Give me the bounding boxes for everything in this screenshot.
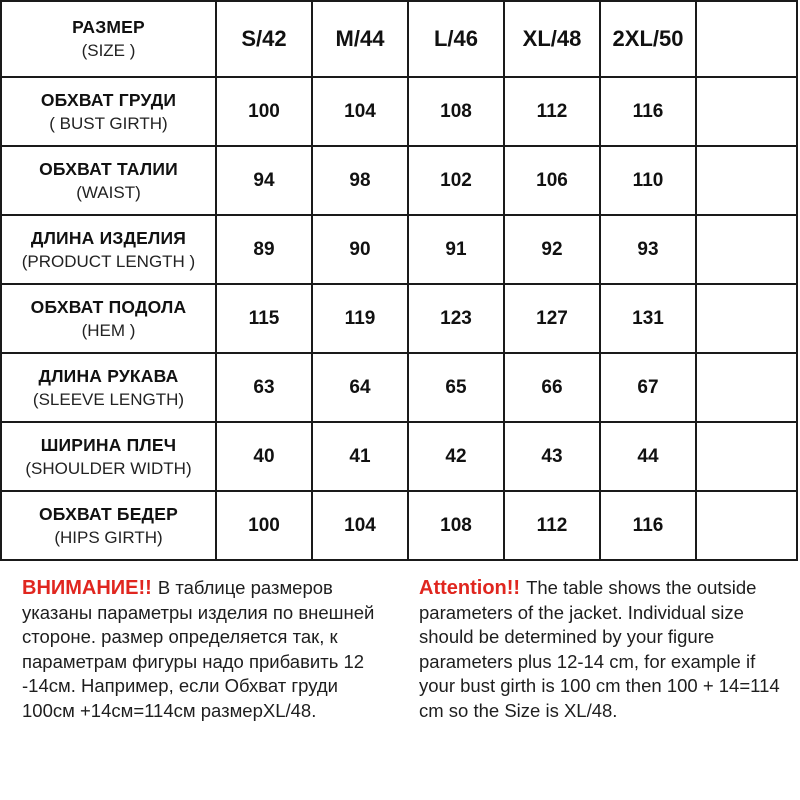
value-cell: 108 [408, 77, 504, 146]
row-label-en: (PRODUCT LENGTH ) [21, 251, 196, 271]
value-cell: 67 [600, 353, 696, 422]
note-english [419, 576, 789, 723]
size-header-cell-empty [696, 1, 797, 77]
value-cell: 92 [504, 215, 600, 284]
value-cell: 104 [312, 77, 408, 146]
value-cell: 108 [408, 491, 504, 560]
value-cell: 119 [312, 284, 408, 353]
note-ru-alert: ВНИМАНИЕ!! [22, 577, 152, 599]
size-header-cell: L/46 [408, 1, 504, 77]
value-cell: 40 [216, 422, 312, 491]
value-cell: 127 [504, 284, 600, 353]
value-cell: 100 [216, 491, 312, 560]
row-label-ru: ШИРИНА ПЛЕЧ [40, 434, 177, 455]
value-cell-empty [696, 284, 797, 353]
value-cell: 116 [600, 77, 696, 146]
row-label-en: (SLEEVE LENGTH) [32, 389, 185, 409]
notes-section [0, 576, 800, 800]
row-label-cell [1, 353, 216, 422]
size-header-cell: S/42 [216, 1, 312, 77]
row-label-cell [1, 422, 216, 491]
row-label-ru: ДЛИНА ИЗДЕЛИЯ [30, 227, 187, 248]
value-cell-empty [696, 146, 797, 215]
row-label-en: (HEM ) [81, 320, 136, 340]
row-label-ru: ОБХВАТ ГРУДИ [40, 89, 177, 110]
row-label-ru: ОБХВАТ ПОДОЛА [30, 296, 187, 317]
size-chart-body [1, 1, 797, 560]
header-label-ru: РАЗМЕР [72, 17, 145, 37]
table-row [1, 284, 797, 353]
value-cell-empty [696, 491, 797, 560]
value-cell: 102 [408, 146, 504, 215]
row-label-en: (HIPS GIRTH) [54, 527, 163, 547]
table-row [1, 491, 797, 560]
value-cell: 65 [408, 353, 504, 422]
value-cell: 41 [312, 422, 408, 491]
value-cell: 66 [504, 353, 600, 422]
table-row [1, 353, 797, 422]
table-row [1, 77, 797, 146]
value-cell: 44 [600, 422, 696, 491]
row-label-ru: ОБХВАТ ТАЛИИ [39, 158, 178, 179]
row-label-cell [1, 146, 216, 215]
value-cell: 115 [216, 284, 312, 353]
value-cell-empty [696, 215, 797, 284]
value-cell: 123 [408, 284, 504, 353]
value-cell: 100 [216, 77, 312, 146]
note-ru-text: В таблице размеров указаны параметры изделия по внешней стороне. размер определяется так, к параметрам фигуры надо прибавить 12 -14см. Например, если Обхват груди 100см +14см=114см размерXL/48. [22, 577, 375, 721]
value-cell: 116 [600, 491, 696, 560]
row-label-cell [1, 491, 216, 560]
note-en-alert: Attention!! [419, 577, 521, 599]
value-cell: 43 [504, 422, 600, 491]
row-label-cell [1, 215, 216, 284]
value-cell: 112 [504, 77, 600, 146]
row-label-cell [1, 77, 216, 146]
row-label-ru: ДЛИНА РУКАВА [38, 365, 179, 386]
value-cell: 131 [600, 284, 696, 353]
value-cell: 98 [312, 146, 408, 215]
value-cell-empty [696, 353, 797, 422]
value-cell: 63 [216, 353, 312, 422]
note-russian [22, 576, 392, 723]
row-label-en: ( BUST GIRTH) [49, 113, 168, 133]
header-label-cell [1, 1, 216, 77]
row-label-cell [1, 284, 216, 353]
size-header-cell: M/44 [312, 1, 408, 77]
value-cell: 91 [408, 215, 504, 284]
table-row [1, 146, 797, 215]
value-cell: 42 [408, 422, 504, 491]
value-cell: 90 [312, 215, 408, 284]
value-cell: 104 [312, 491, 408, 560]
table-header-row [1, 1, 797, 77]
value-cell: 93 [600, 215, 696, 284]
value-cell: 112 [504, 491, 600, 560]
table-row [1, 422, 797, 491]
value-cell: 64 [312, 353, 408, 422]
value-cell: 94 [216, 146, 312, 215]
header-label-en: (SIZE ) [81, 41, 136, 60]
value-cell: 89 [216, 215, 312, 284]
row-label-en: (WAIST) [76, 182, 141, 202]
value-cell-empty [696, 77, 797, 146]
table-row [1, 215, 797, 284]
value-cell: 110 [600, 146, 696, 215]
row-label-ru: ОБХВАТ БЕДЕР [39, 503, 178, 524]
row-label-en: (SHOULDER WIDTH) [25, 458, 192, 478]
value-cell-empty [696, 422, 797, 491]
size-header-cell: 2XL/50 [600, 1, 696, 77]
size-header-cell: XL/48 [504, 1, 600, 77]
note-en-text: The table shows the outside parameters of the jacket. Individual size should be determined by your figure parameters plus 12-14 cm, for example if your bust girth is 100 cm then 100 + 14=114 cm so the Size is XL/48. [419, 577, 780, 721]
value-cell: 106 [504, 146, 600, 215]
